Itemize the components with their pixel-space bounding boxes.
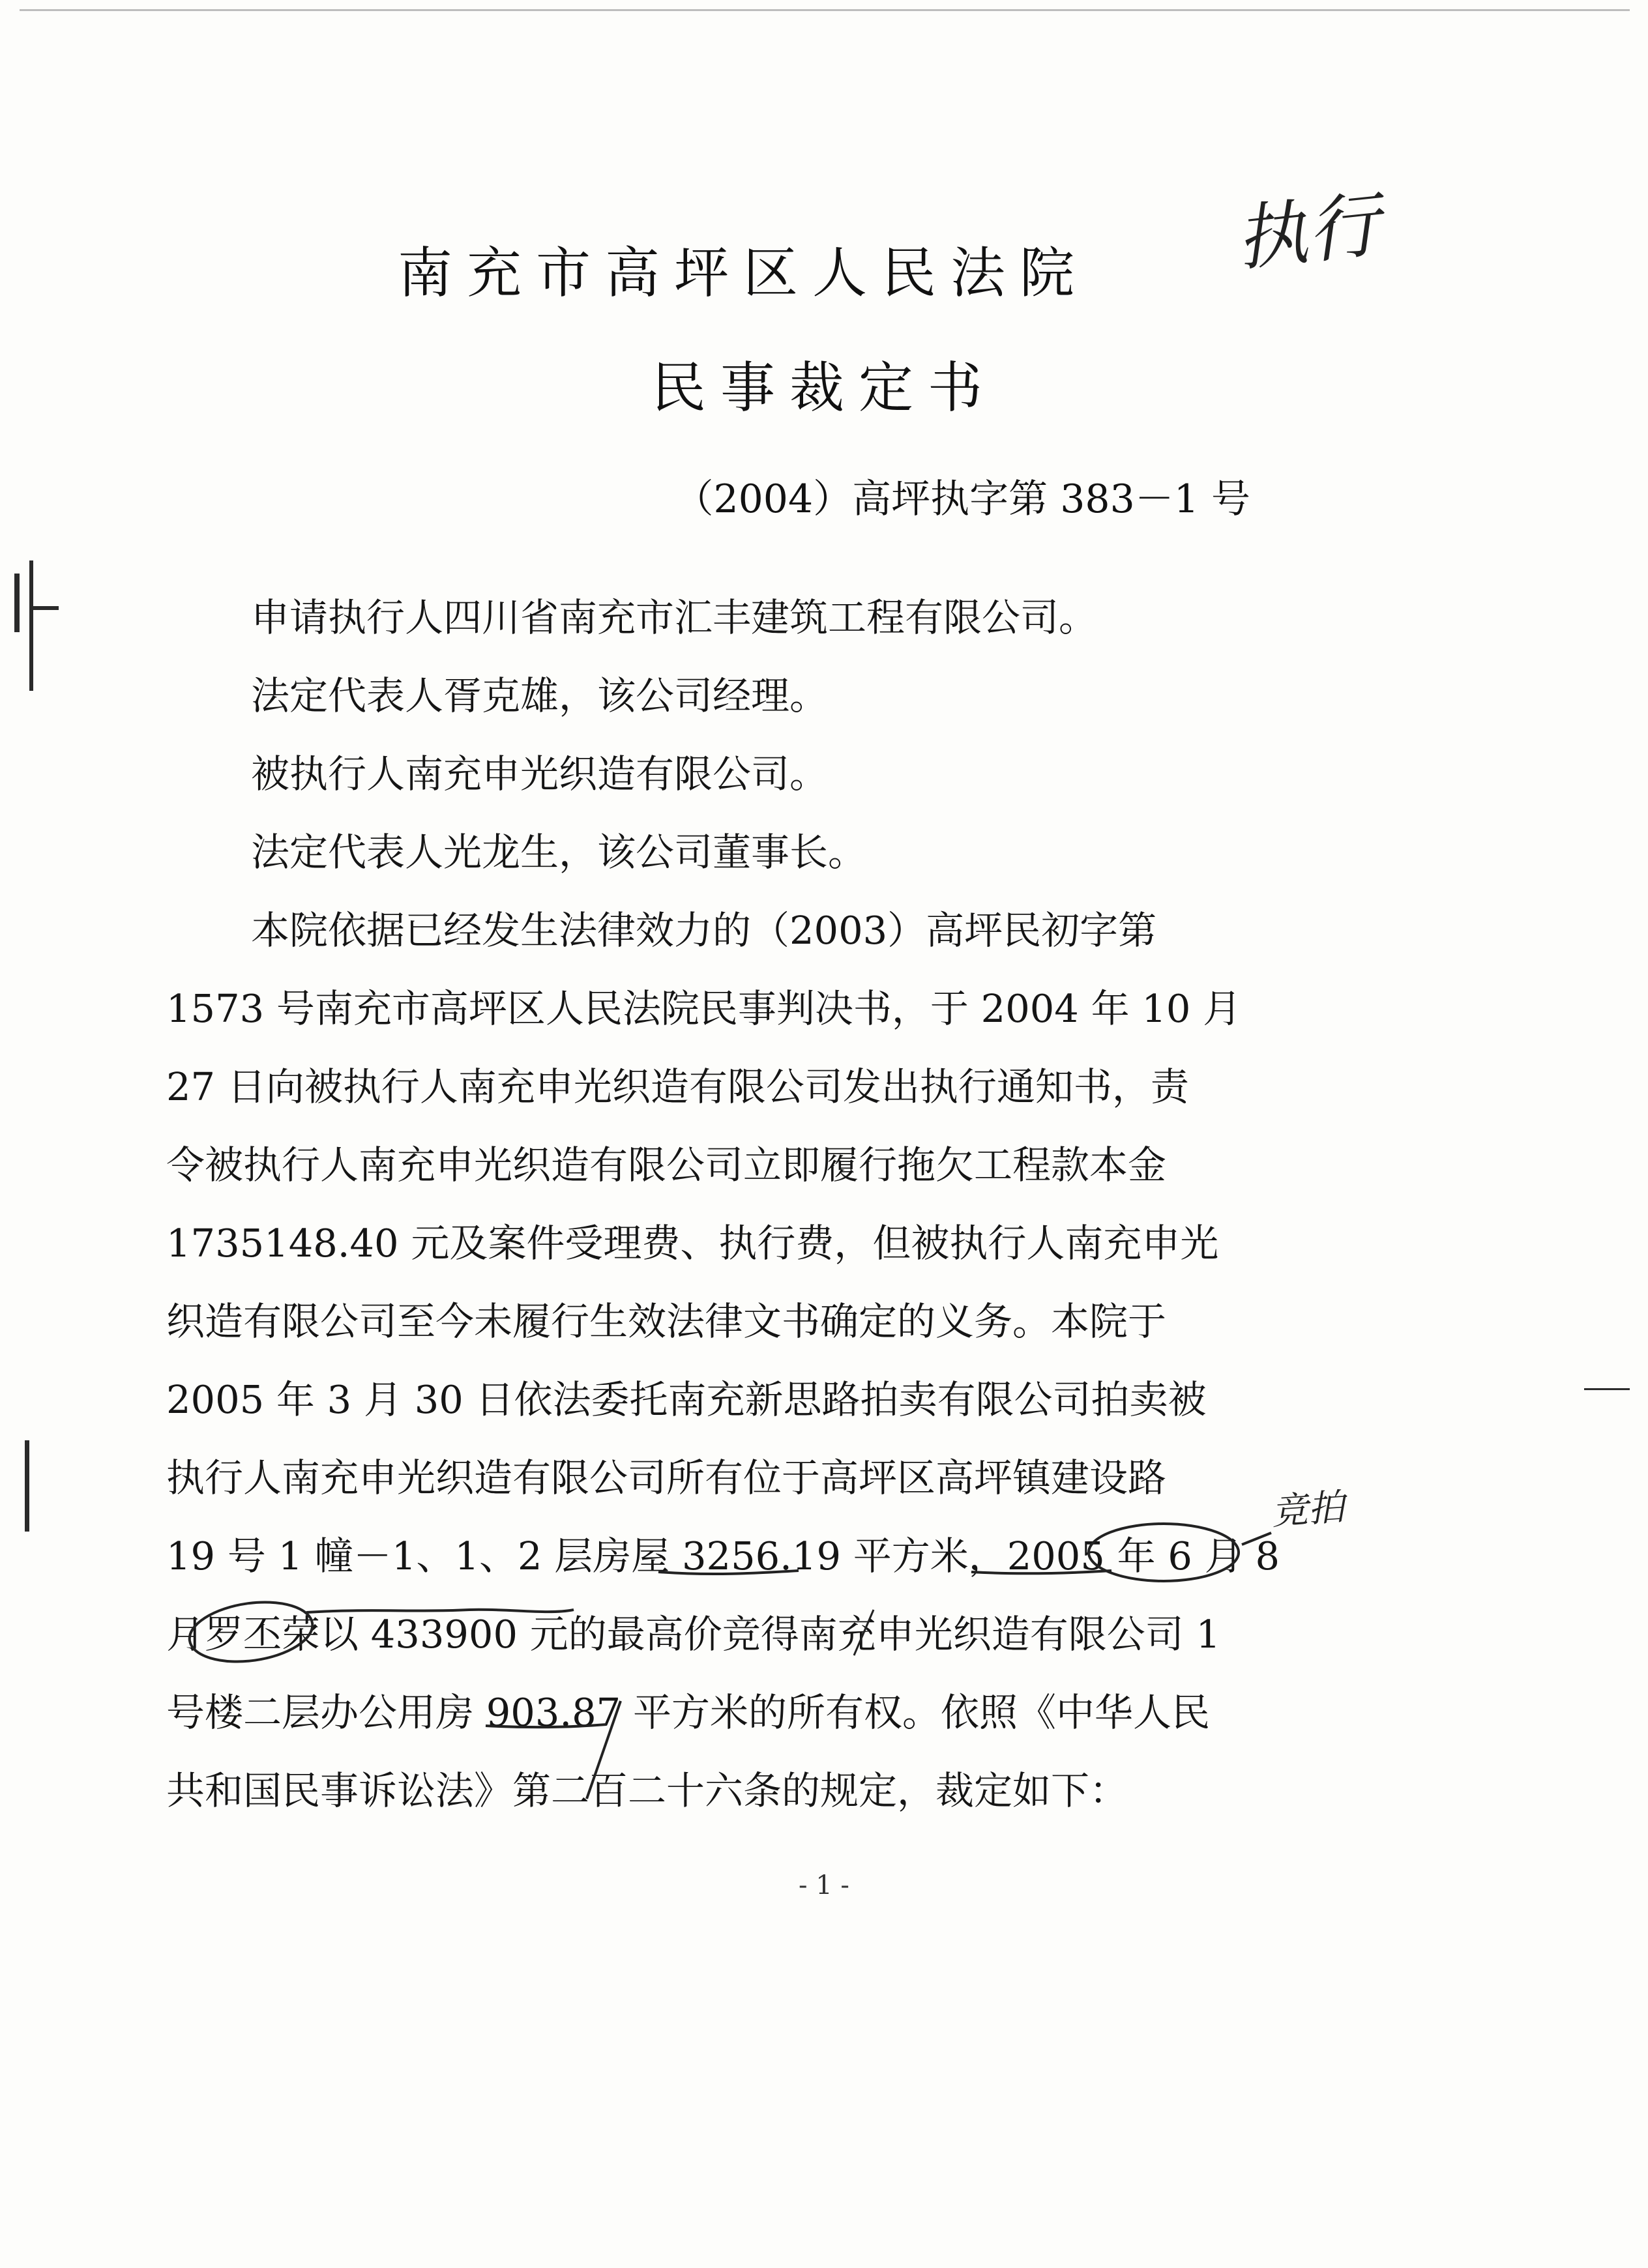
body-line: 2005 年 3 月 30 日依法委托南充新思路拍卖有限公司拍卖被 bbox=[166, 1377, 1207, 1422]
scan-margin-mark bbox=[1584, 1388, 1630, 1390]
body-line: 1735148.40 元及案件受理费、执行费，但被执行人南充申光 bbox=[166, 1221, 1219, 1266]
body-line: 27 日向被执行人南充申光织造有限公司发出执行通知书，责 bbox=[166, 1064, 1189, 1109]
body-line: 令被执行人南充申光织造有限公司立即履行拖欠工程款本金 bbox=[166, 1142, 1167, 1187]
handwritten-note-zhixing: 执行 bbox=[1231, 182, 1384, 282]
court-name: 南充市高坪区人民法院 bbox=[397, 241, 1089, 305]
scan-margin-mark bbox=[25, 1440, 29, 1532]
handwritten-note-jingpai: 竞拍 bbox=[1270, 1486, 1346, 1534]
party-applicant: 申请执行人四川省南充市汇丰建筑工程有限公司。 bbox=[251, 595, 1098, 640]
case-number: （2004）高坪执字第 383－1 号 bbox=[674, 476, 1250, 522]
party-respondent-rep: 法定代表人光龙生，该公司董事长。 bbox=[251, 830, 867, 875]
scan-top-edge bbox=[20, 9, 1630, 11]
body-line: 织造有限公司至今未履行生效法律文书确定的义务。本院于 bbox=[166, 1299, 1167, 1344]
document-type: 民事裁定书 bbox=[651, 356, 997, 420]
page-number: - 1 - bbox=[799, 1870, 849, 1900]
scan-margin-mark bbox=[29, 560, 33, 691]
party-respondent: 被执行人南充申光织造有限公司。 bbox=[251, 751, 829, 796]
scan-margin-mark bbox=[14, 574, 20, 632]
body-line: 执行人南充申光织造有限公司所有位于高坪区高坪镇建设路 bbox=[166, 1455, 1167, 1500]
body-line: 共和国民事诉讼法》第二百二十六条的规定，裁定如下： bbox=[166, 1768, 1128, 1813]
body-line: 本院依据已经发生法律效力的（2003）高坪民初字第 bbox=[251, 908, 1157, 953]
body-line: 号楼二层办公用房 903.87 平方米的所有权。依照《中华人民 bbox=[166, 1690, 1210, 1735]
body-line: 1573 号南充市高坪区人民法院民事判决书，于 2004 年 10 月 bbox=[166, 986, 1242, 1031]
body-line: 19 号 1 幢－1、1、2 层房屋 3256.19 平方米，2005 年 6 月 8 bbox=[166, 1534, 1280, 1578]
body-line: 月罗丕荣以 433900 元的最高价竞得南充申光织造有限公司 1 bbox=[166, 1612, 1221, 1657]
scan-margin-mark bbox=[33, 606, 59, 610]
party-applicant-rep: 法定代表人胥克雄，该公司经理。 bbox=[251, 673, 829, 718]
